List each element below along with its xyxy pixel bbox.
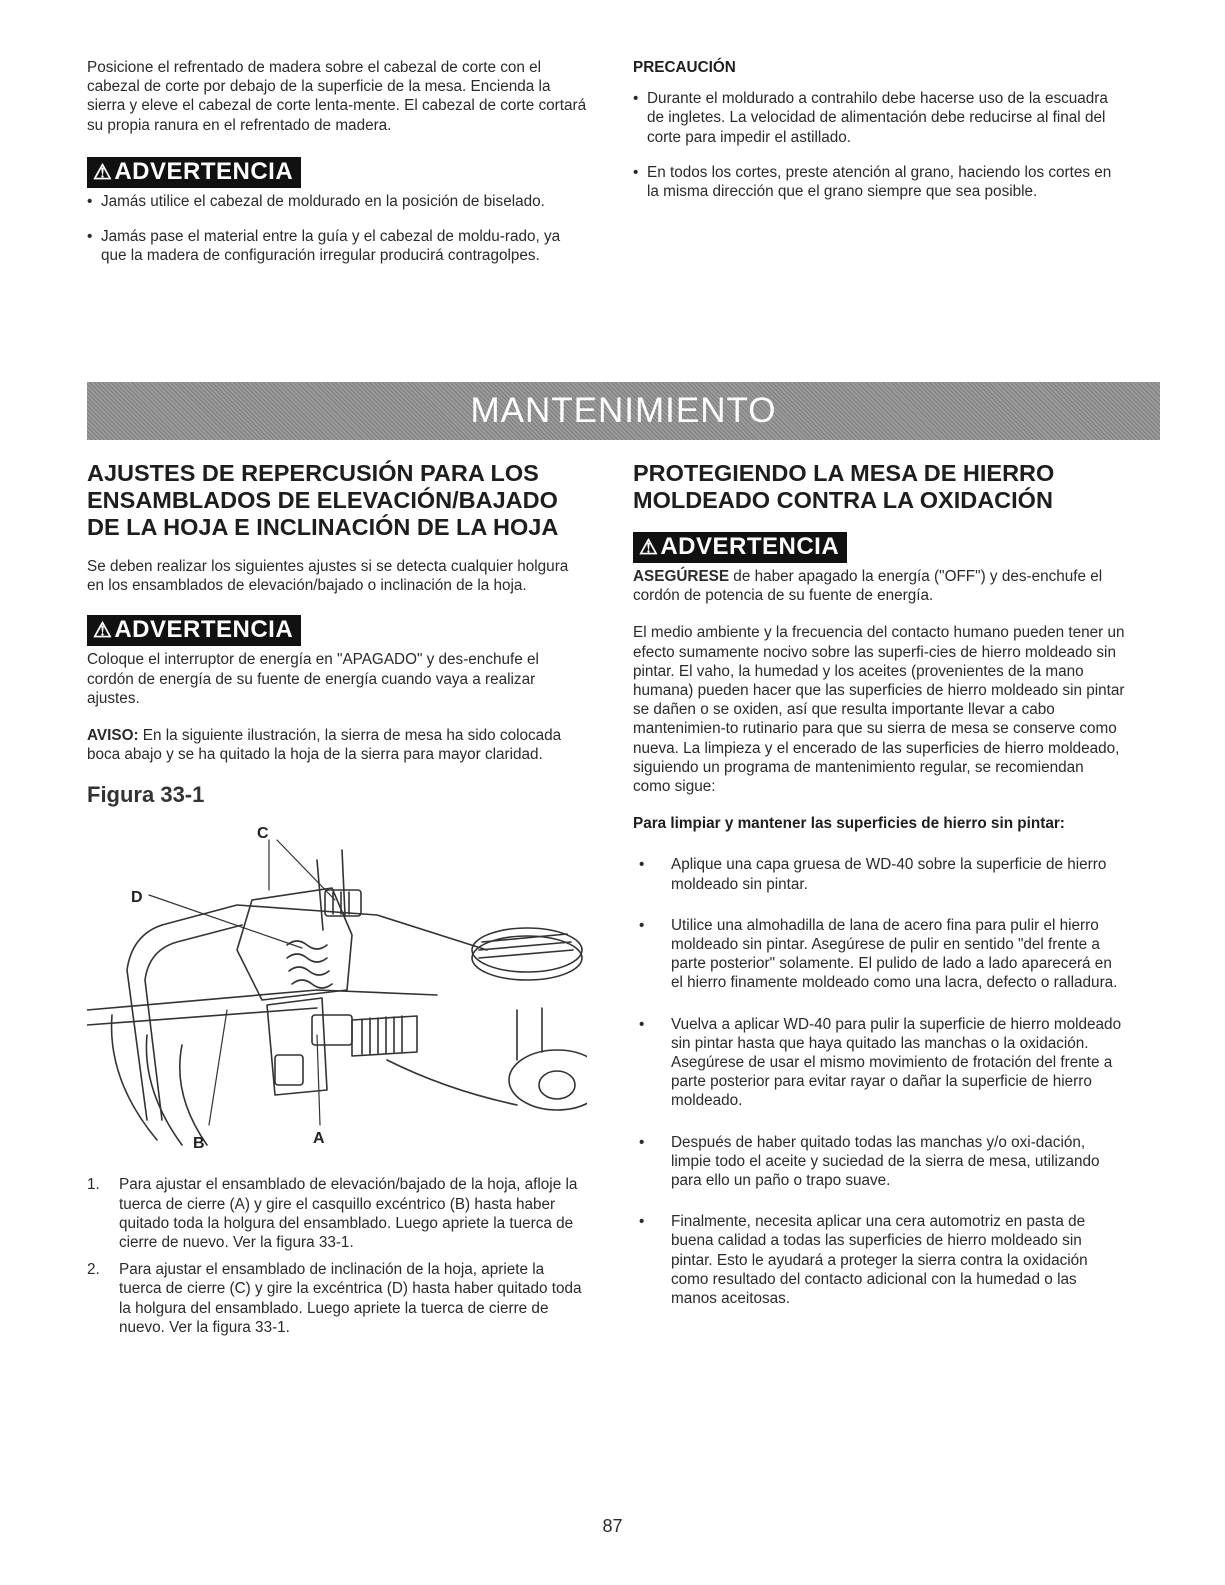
step-number: 1.	[87, 1176, 100, 1194]
right-main-column	[633, 460, 1125, 1330]
molding-intro-text: Posicione el refrentado de madera sobre el cabezal de corte con el cabezal de corte por debajo de la superficie de la mesa. Encienda la sierra y eleve el cabezal de corte lenta-mente. El cabezal de corte cortará su propia ranura en el refrentado de madera.	[87, 59, 587, 134]
notice-text: En la siguiente ilustración, la sierra de mesa ha sido colocada boca abajo y se ha quitado la hoja de la sierra para mayor claridad.	[87, 727, 562, 764]
warning-lead: ASEGÚRESE	[633, 568, 730, 585]
power-warning-paragraph	[633, 567, 1125, 605]
list-item: • Jamás pase el material entre la guía y el cabezal de moldu-rado, ya que la madera de configuración irregular producirá contragolpes.	[87, 227, 587, 265]
list-item	[87, 1175, 587, 1252]
leader-line-d	[149, 895, 302, 948]
warning-bullet-list	[87, 192, 587, 266]
notice-paragraph	[87, 726, 587, 764]
leader-line-b	[209, 1010, 227, 1125]
warning-label	[87, 157, 301, 188]
warning-label	[633, 532, 847, 563]
list-item: • Durante el moldurado a contrahilo debe hacerse uso de la escuadra de ingletes. La velocidad de alimentación debe reducirse al final del corte para impedir el astillado.	[633, 89, 1123, 147]
label-a: A	[313, 1130, 325, 1148]
steps-list	[87, 1175, 587, 1337]
power-off-warning-text: Coloque el interruptor de energía en "APAGADO" y des-enchufe el cordón de energía de su fuente de energía cuando vaya a realizar ajustes.	[87, 651, 539, 707]
left-arc-3	[180, 1045, 207, 1145]
step-text: Para ajustar el ensamblado de inclinación de la hoja, apriete la tuerca de cierre (C) y gire la excéntrica (D) hasta haber quitado toda la holgura del ensamblado. Luego apriete la tuerca de cierre de nuevo. Ver la figura 33-1.	[119, 1261, 582, 1336]
figure-title: Figura 33-1	[87, 782, 205, 808]
warning-label-text: ADVERTENCIA	[660, 533, 840, 560]
shaft-line	[317, 860, 323, 930]
section-banner	[87, 382, 1160, 440]
list-item: • Jamás utilice el cabezal de moldurado en la posición de biselado.	[87, 192, 587, 211]
list-item	[87, 1260, 587, 1337]
warning-label-text: ADVERTENCIA	[114, 616, 294, 644]
hand-wheel	[509, 1050, 587, 1110]
adjustments-intro: Se deben realizar los siguientes ajustes si se detecta cualquier holgura en los ensamblados de elevación/bajado o inclinación de la hoja.	[87, 558, 569, 595]
section-banner-title: MANTENIMIENTO	[470, 391, 777, 430]
eccentric-d-coil	[287, 941, 332, 988]
right-top-column	[633, 58, 1123, 217]
shaft-line-right	[342, 850, 345, 915]
base-curve	[387, 1060, 517, 1105]
label-c: C	[257, 825, 269, 843]
warning-label-text: ADVERTENCIA	[114, 157, 294, 185]
left-top-column	[87, 58, 587, 281]
list-item: • En todos los cortes, preste atención al grano, haciendo los cortes en la misma dirección que el grano siempre que sea posible.	[633, 163, 1123, 201]
adjustments-heading: AJUSTES DE REPERCUSIÓN PARA LOS ENSAMBLADOS DE ELEVACIÓN/BAJADO DE LA HOJA E INCLINACIÓN DE LA HOJA	[87, 460, 559, 540]
label-d: D	[131, 889, 143, 907]
list-item: • Finalmente, necesita aplicar una cera automotriz en pasta de buena calidad a todas las superficies de hierro moldeado sin pintar. Esto le ayudará a proteger la sierra contra la oxidación como resultado del contacto adicional con la humedad o las manos aceitosas.	[633, 1212, 1125, 1308]
support-bar-lower	[87, 1008, 317, 1025]
trunnion-block	[237, 888, 352, 1000]
caution-title: PRECAUCIÓN	[633, 59, 736, 76]
leader-line-a	[317, 1035, 320, 1125]
warning-triangle-icon: ⚠	[93, 619, 113, 643]
step-text: Para ajustar el ensamblado de elevación/bajado de la hoja, afloje la tuerca de cierre (A) y gire el casquillo excéntrico (B) hasta haber quitado toda la holgura del ensamblado. Luego apriete la tuerca de cierre de nuevo. Ver la figura 33-1.	[119, 1176, 578, 1252]
pulley-grooves	[479, 934, 573, 958]
left-main-column	[87, 460, 587, 1345]
label-b: B	[193, 1135, 205, 1153]
warning-triangle-icon: ⚠	[639, 536, 659, 559]
cleaning-subheading: Para limpiar y mantener las superficies de hierro sin pintar:	[633, 815, 1065, 833]
bushing-nut	[275, 1055, 303, 1085]
hand-wheel-hub	[539, 1071, 575, 1099]
left-arc-2	[146, 1035, 182, 1145]
list-item: • Aplique una capa gruesa de WD-40 sobre la superficie de hierro moldeado sin pintar.	[633, 855, 1125, 893]
notice-lead: AVISO:	[87, 727, 139, 745]
list-item: • Después de haber quitado todas las manchas y/o oxi-dación, limpie todo el aceite y suciedad de la sierra de mesa, utilizando para ello un paño o trapo suave.	[633, 1133, 1125, 1191]
page-number: 87	[602, 1516, 623, 1536]
step-number: 2.	[87, 1261, 100, 1279]
cleaning-bullet-list	[633, 855, 1125, 1308]
warning-label	[87, 615, 301, 646]
warning-triangle-icon: ⚠	[93, 160, 113, 184]
caution-bullet-list	[633, 89, 1123, 201]
maintenance-body: El medio ambiente y la frecuencia del contacto humano pueden tener un efecto sumamente nocivo sobre las superfi-cies de hierro moldeado sin pintar. El vaho, la humedad y los aceites (provenientes de la mano humana) pueden hacer que las superficies de hierro moldeado sin pintar se dañen o se oxiden, así que resulta importante llevar a cabo mantenimien-to rutinario para que su sierra de mesa se conserve como nueva. La limpieza y el encerado de las superficies de hierro moldeado, siguiendo un programa de mantenimiento regular, se recomiendan como sigue:	[633, 624, 1125, 796]
spring-ridges	[362, 1016, 402, 1054]
protection-heading: PROTEGIENDO LA MESA DE HIERRO MOLDEADO CONTRA LA OXIDACIÓN	[633, 460, 1055, 513]
lock-nut-a	[312, 1015, 352, 1045]
list-item: • Utilice una almohadilla de lana de acero fina para pulir el hierro moldeado sin pintar. Asegúrese de pulir en sentido "del frente a parte posterior" solamente. El pulido de lado a lado aparecerá en el hierro finamente moldeado como una lacra, defecto o ralladura.	[633, 916, 1125, 993]
casting-edge	[145, 925, 242, 1120]
warning-text: de haber apagado la energía ("OFF") y des-enchufe el cordón de potencia de su fuente de energía.	[633, 568, 1103, 605]
list-item: • Vuelva a aplicar WD-40 para pulir la superficie de hierro moldeado sin pintar hasta que haya quitado las manchas o la oxidación. Asegúrese de usar el mismo movimiento de frotación del frente a parte posterior para evitar rayar o dañar la superficie de hierro moldeado.	[633, 1015, 1125, 1111]
figure-33-1-illustration	[87, 820, 587, 1155]
